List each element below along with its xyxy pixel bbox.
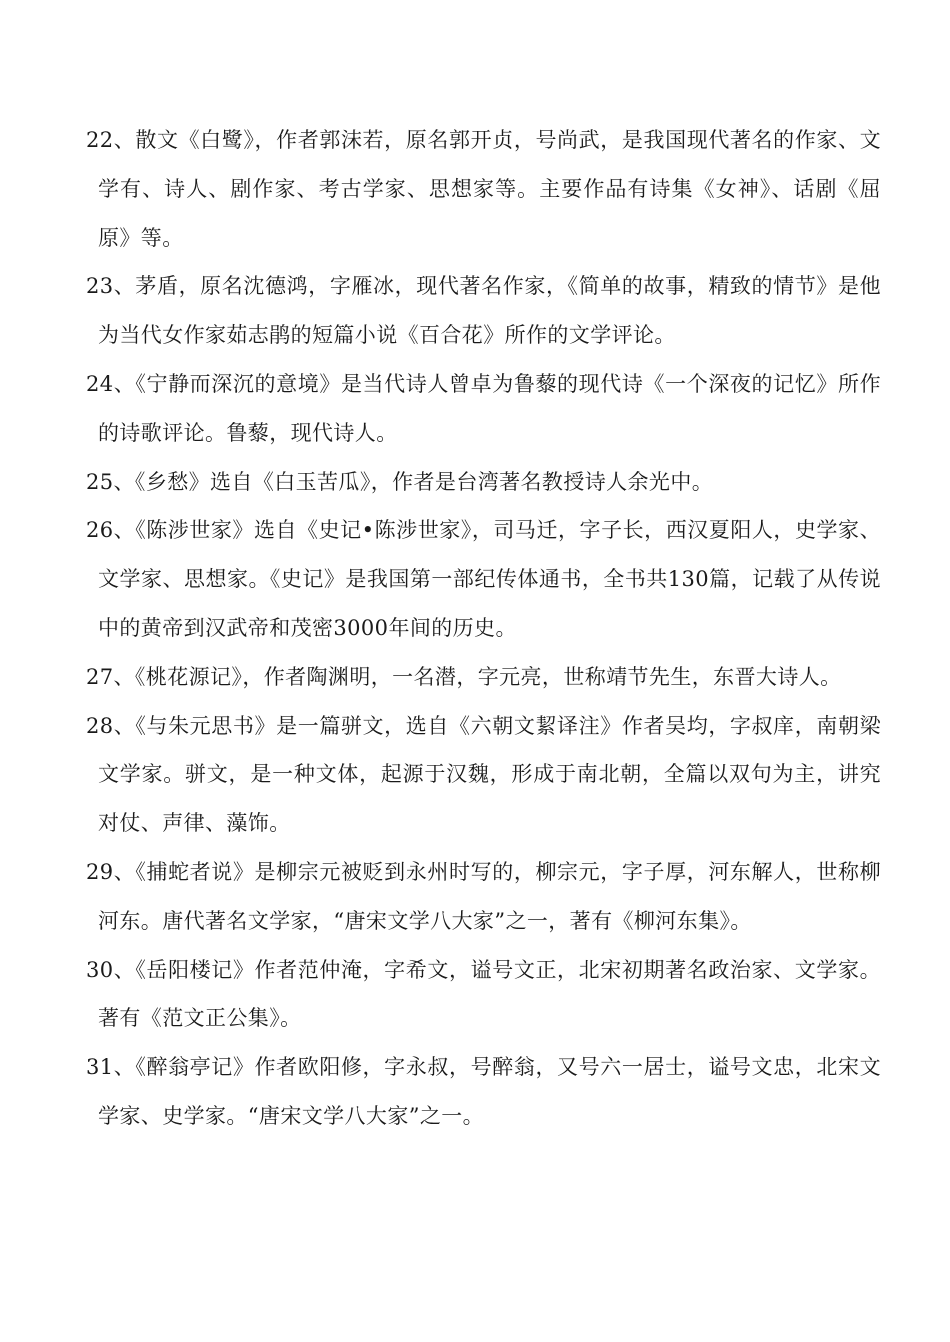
note-28-yu-zhuyuansi-shu: 28、《与朱元思书》是一篇骈文，选自《六朝文絜译注》作者吴均，字叔庠，南朝梁文学家。骈文，是一种文体，起源于汉魏，形成于南北朝，全篇以双句为主，讲究对仗、声律、藻饰。 bbox=[86, 713, 881, 836]
note-30-yueyanglou-ji: 30、《岳阳楼记》作者范仲淹，字希文，谥号文正，北宋初期著名政治家、文学家。著有《范文正公集》。 bbox=[86, 957, 881, 1031]
note-31-zuiwengting-ji: 31、《醉翁亭记》作者欧阳修，字永叔，号醉翁，又号六一居士，谥号文忠，北宋文学家、史学家。“唐宋文学八大家”之一。 bbox=[86, 1055, 881, 1128]
note-27-taohuayuan-ji: 27、《桃花源记》，作者陶渊明，一名潜，字元亮，世称靖节先生，东晋大诗人。 bbox=[86, 664, 842, 689]
note-29-bushezhe-shuo: 29、《捕蛇者说》是柳宗元被贬到永州时写的，柳宗元，字子厚，河东解人，世称柳河东。唐代著名文学家，“唐宋文学八大家”之一，著有《柳河东集》。 bbox=[86, 859, 881, 933]
note-24-ningjing-yijing: 24、《宁静而深沉的意境》是当代诗人曾卓为鲁藜的现代诗《一个深夜的记忆》所作的诗歌评论。鲁藜，现代诗人。 bbox=[86, 371, 881, 445]
note-23-maodun: 23、茅盾，原名沈德鸿，字雁冰，现代著名作家，《简单的故事，精致的情节》是他为当代女作家茹志鹃的短篇小说《百合花》所作的文学评论。 bbox=[86, 274, 881, 348]
literature-notes-list bbox=[86, 116, 881, 1141]
note-26-chenshe-shijia: 26、《陈涉世家》选自《史记•陈涉世家》，司马迁，字子长，西汉夏阳人，史学家、文学家、思想家。《史记》是我国第一部纪传体通书，全书共130篇，记载了从传说中的黄帝到汉武帝和茂密3000年间的历史。 bbox=[86, 518, 881, 640]
note-25-xiangchou: 25、《乡愁》选自《白玉苦瓜》，作者是台湾著名教授诗人余光中。 bbox=[86, 469, 714, 494]
note-22-bailu: 22、散文《白鹭》，作者郭沫若，原名郭开贞，号尚武，是我国现代著名的作家、文学有、诗人、剧作家、考古学家、思想家等。主要作品有诗集《女神》、话剧《屈原》等。 bbox=[86, 128, 881, 250]
